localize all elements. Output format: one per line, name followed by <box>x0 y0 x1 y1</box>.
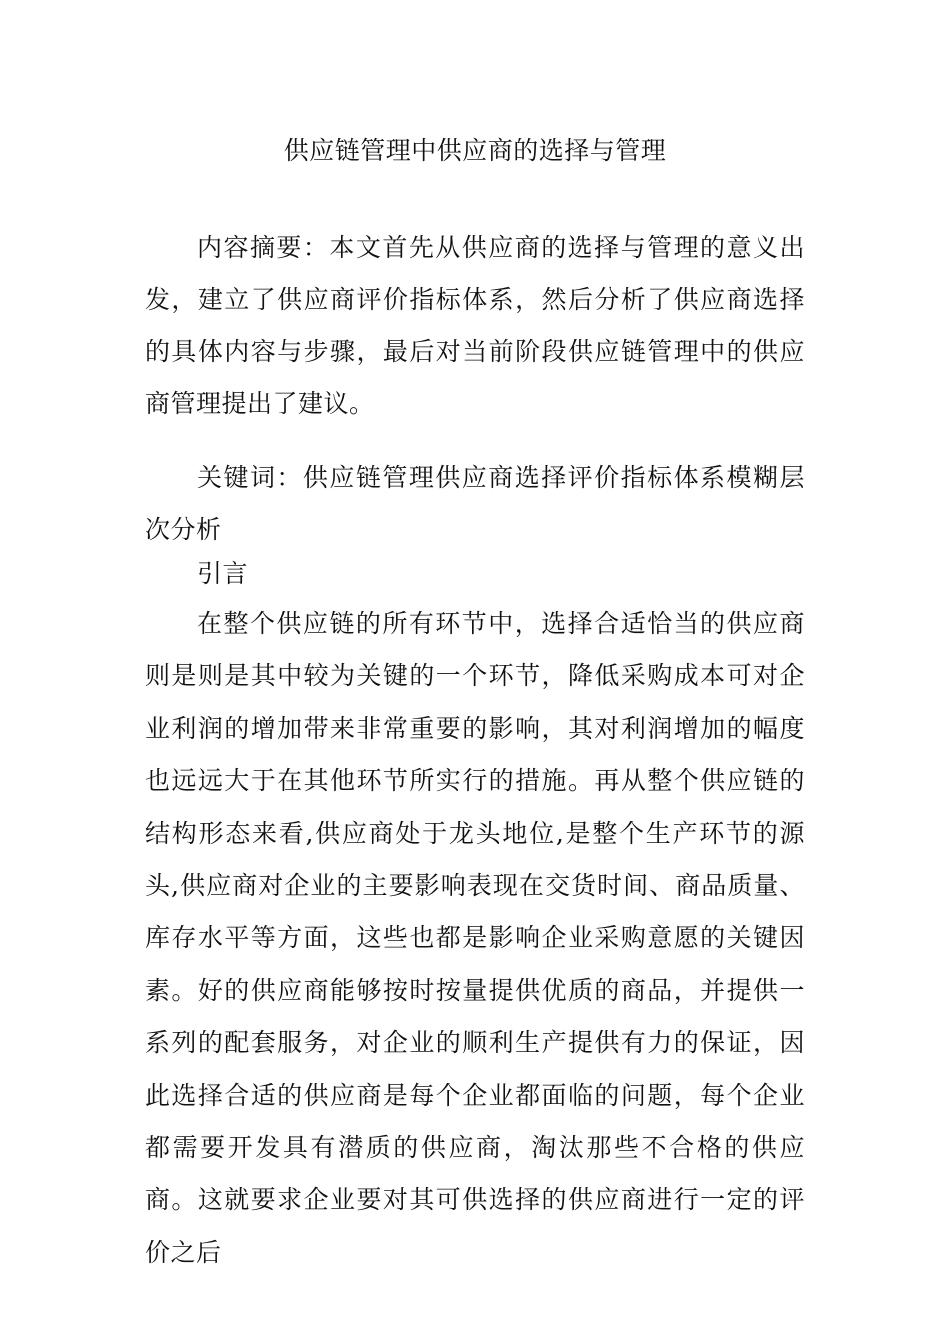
keywords-paragraph: 关键词：供应链管理供应商选择评价指标体系模糊层次分析 <box>145 463 805 544</box>
document-title: 供应链管理中供应商的选择与管理 <box>283 136 667 165</box>
abstract-paragraph: 内容摘要：本文首先从供应商的选择与管理的意义出发，建立了供应商评价指标体系，然后分析了供应商选择的具体内容与步骤，最后对当前阶段供应链管理中的供应商管理提出了建议。 <box>145 233 805 418</box>
introduction-paragraph: 在整个供应链的所有环节中，选择合适恰当的供应商则是则是其中较为关键的一个环节，降低采购成本可对企业利润的增加带来非常重要的影响，其对利润增加的幅度也远远大于在其他环节所实行的措施。再从整个供应链的结构形态来看,供应商处于龙头地位,是整个生产环节的源头,供应商对企业的主要影响表现在交货时间、商品质量、库存水平等方面，这些也都是影响企业采购意愿的关键因素。好的供应商能够按时按量提供优质的商品，并提供一系列的配套服务，对企业的顺利生产提供有力的保证，因此选择合适的供应商是每个企业都面临的问题，每个企业都需要开发具有潜质的供应商，淘汰那些不合格的供应商。这就要求企业要对其可供选择的供应商进行一定的评价之后 <box>145 609 805 1267</box>
introduction-heading: 引言 <box>197 559 249 588</box>
